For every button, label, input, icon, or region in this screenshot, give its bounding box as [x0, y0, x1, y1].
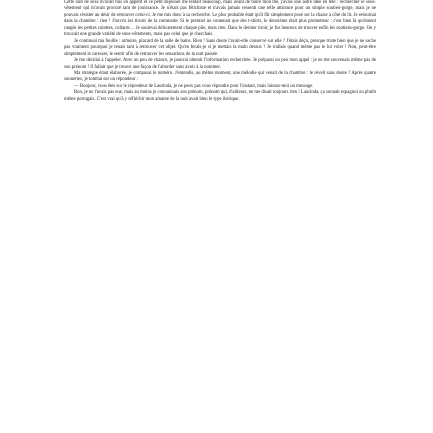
paragraph-3: Je me décidai à l'appeler. Avec un peu de chance, je pourrai obtenir l'information recherchée. Je préparai un peu mon appel : je ne me souvenais même pas de son prénom ! Il fallait que je trouve une façon de l'aborder sans avoir à la nommer. [64, 58, 376, 70]
document-page [64, 0, 376, 433]
paragraph-5-dialogue: — Bonjour, vous êtes sur le répondeur de Laurinda, je ne peux pas vous répondre pour l'instant, mais laissez-moi un message. [74, 83, 314, 89]
paragraph-2: Je continuai ma fouille : armoire, placard de la salle de bains. Rien ! Sans doute l'avait-elle conservé sur elle ? J'étais déçu, presque triste bien que je ne sache pas vraiment pourquoi je tenais tant à retrouver cet objet. Qu'en ferais-je si je mettais la main dessus ? Je n'allais quand même pas le lui voler ! Non, peut-être simplement le caresser, le sentir afin de retrouver les sensations de la nuit passée. [64, 38, 376, 57]
paragraph-1: Cette nuit de sexe m'avait mis en appétit et ce petit déjeuner me tentait beaucoup, mais avant de boire mon thé, j'avais une autre idée en tête : rechercher le sous-vêtement qui m'avait procuré tant de jouissance. Je n'étais pas fétichiste et n'avais jamais ressenti une telle attirance pour un simple soutien-gorge, mais je ne pouvais résister au désir de retrouver celui-ci. Je me mis donc à sa recherche. Le plus probable était qu'il fût simplement posé sur la chaise à côté du lit. Je retournai dans la chambre : rien ! J'ouvris les tiroirs de la commode. Si le premier ne contenait que des t-shirts, le deuxième était plus prometteur : c'est bien là qu'étaient rangés les petites culottes, collants… Je soulevai délicatement chaque pile, mais rien. Dans le dernier tiroir, je fus heureux de trouver enfin les soutiens-gorge. On y trouvait une grande variété de sous-vêtements, mais pas celui que je cherchais. [64, 0, 376, 38]
paragraph-4: Ma stratégie étant élaborée, je composai le numéro. J'entendis, au même moment, une mélodie qui venait de la chambre : le réveil sans doute ? Après quatre sonneries, je tombai sur un répondeur : [64, 70, 376, 83]
paragraph-6: Bon, je ne l'avais pas eue, mais au moins je connaissais son prénom, prénom qui, d'ailleurs, ne me disait toujours rien ! Laurinda, ça sonnait espagnol ou plutôt même portugais. C'est vrai qu'à y réfléchir mon amante de la nuit avait bien le type ibérique. [64, 90, 376, 102]
